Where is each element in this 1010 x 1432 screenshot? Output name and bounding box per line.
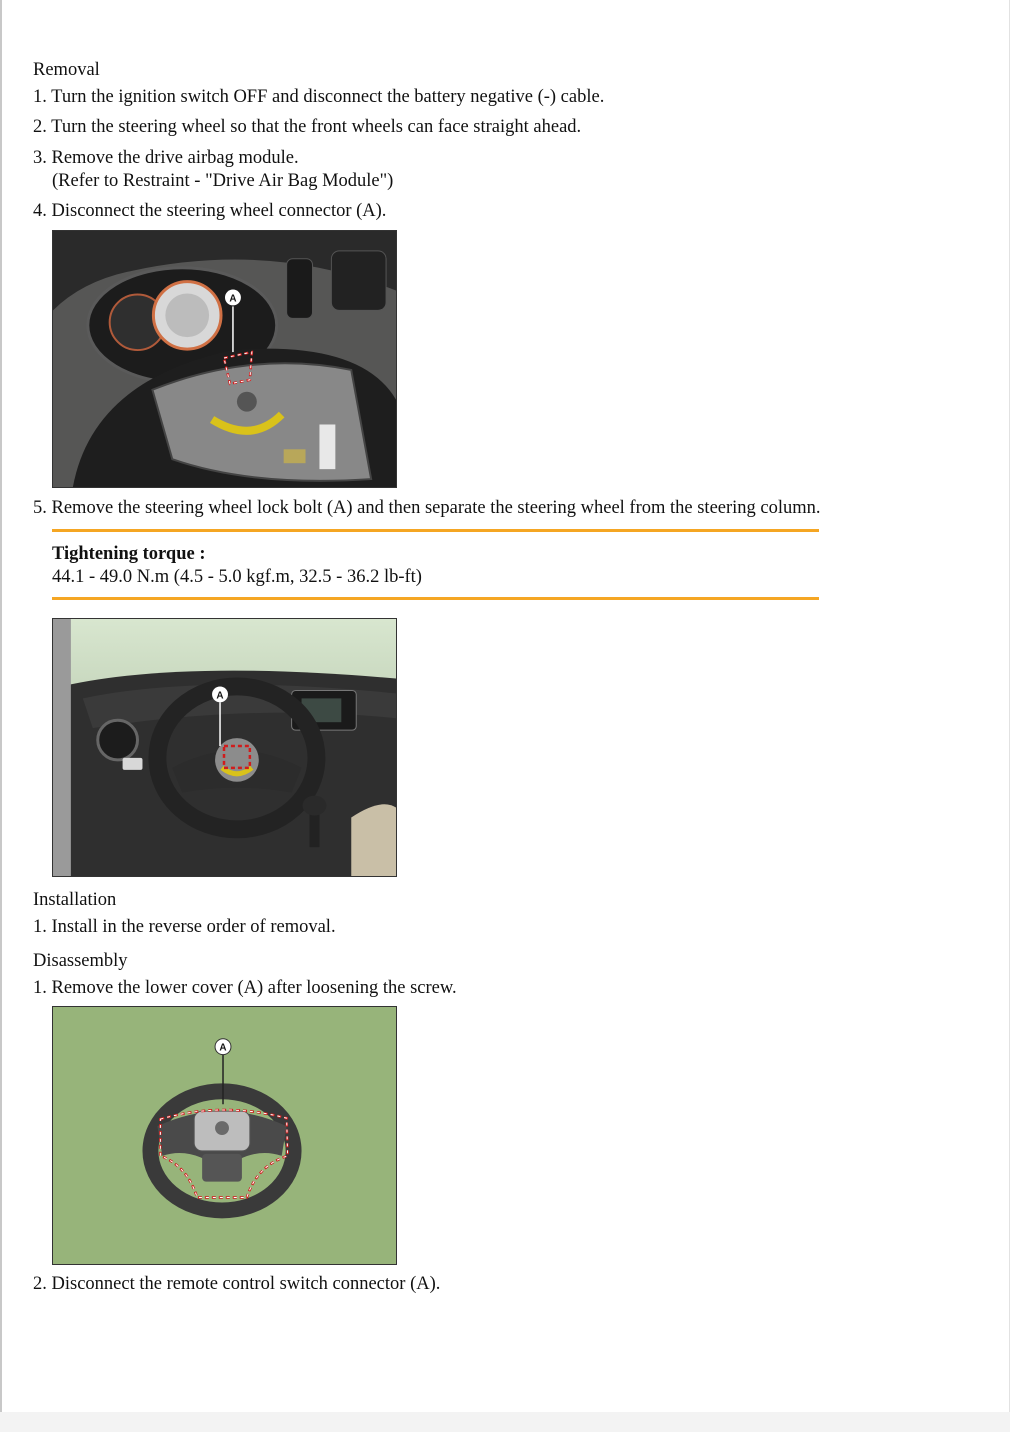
removal-step-3: 3. Remove the drive airbag module.	[33, 148, 299, 168]
figure-lower-cover	[52, 1006, 397, 1265]
figure-1-callout-a: A	[229, 293, 237, 305]
removal-step-1: 1. Turn the ignition switch OFF and disconnect the battery negative (-) cable.	[33, 87, 605, 107]
figure-2-callout-a: A	[216, 690, 224, 702]
removal-step-5: 5. Remove the steering wheel lock bolt (A) and then separate the steering wheel from the steering column.	[33, 498, 821, 518]
removal-step-3-reference: (Refer to Restraint - "Drive Air Bag Module")	[52, 171, 394, 191]
removal-heading: Removal	[33, 60, 100, 80]
torque-top-rule	[52, 529, 819, 532]
disassembly-heading: Disassembly	[33, 951, 128, 971]
installation-step-1: 1. Install in the reverse order of removal.	[33, 917, 336, 937]
figure-3-callout-a: A	[219, 1042, 227, 1054]
page-left-border	[0, 0, 2, 1432]
disassembly-step-1: 1. Remove the lower cover (A) after loosening the screw.	[33, 978, 457, 998]
installation-heading: Installation	[33, 890, 117, 910]
torque-bottom-rule	[52, 597, 819, 600]
page-bottom-band	[0, 1412, 1010, 1432]
torque-label: Tightening torque :	[52, 544, 206, 564]
figure-steering-wheel-connector	[52, 230, 397, 488]
removal-step-2: 2. Turn the steering wheel so that the front wheels can face straight ahead.	[33, 117, 582, 137]
removal-step-4: 4. Disconnect the steering wheel connector (A).	[33, 201, 387, 221]
disassembly-step-2: 2. Disconnect the remote control switch connector (A).	[33, 1274, 441, 1294]
figure-steering-wheel-lock-bolt	[52, 618, 397, 877]
torque-value: 44.1 - 49.0 N.m (4.5 - 5.0 kgf.m, 32.5 - 36.2 lb-ft)	[52, 567, 422, 587]
